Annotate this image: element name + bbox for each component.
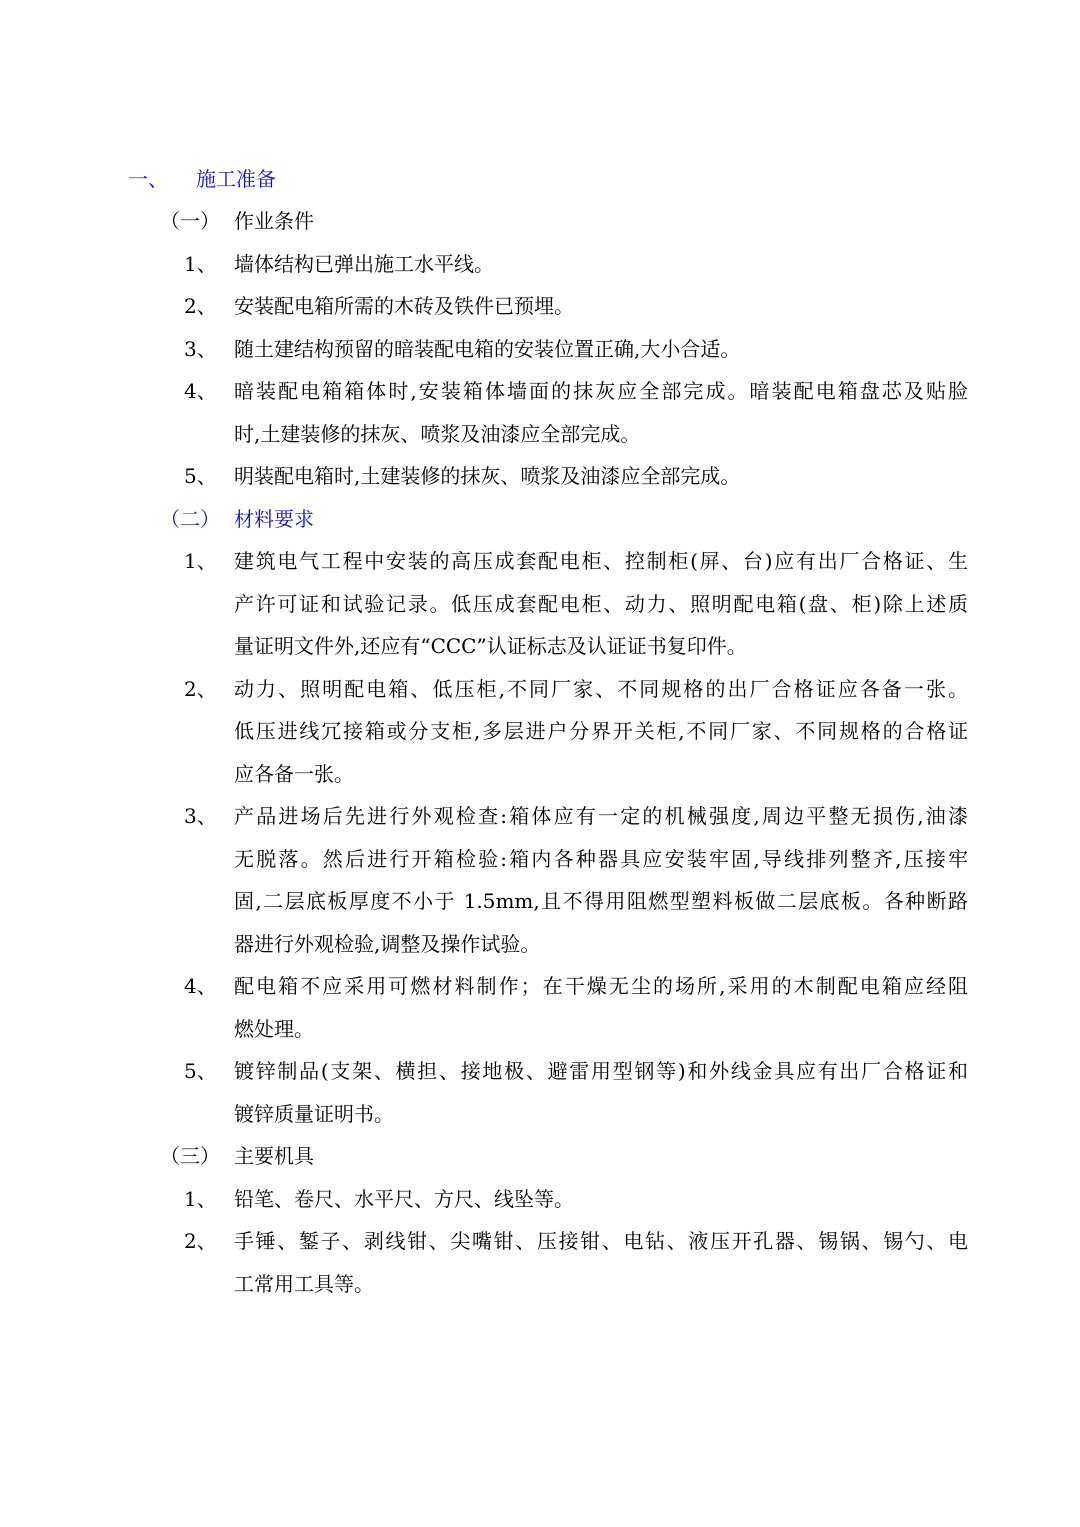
list-item-text: 动力、照明配电箱、低压柜,不同厂家、不同规格的出厂合格证应各备一张。 bbox=[234, 677, 968, 701]
subsection-title: 作业条件 bbox=[234, 209, 314, 233]
list-item-text: 镀锌制品(支架、横担、接地极、避雷用型钢等)和外线金具应有出厂合格证和 bbox=[234, 1059, 968, 1083]
list-item-text: 墙体结构已弹出施工水平线。 bbox=[234, 252, 494, 276]
list-item-text-continued: 镀锌质量证明书。 bbox=[234, 1102, 394, 1126]
list-item-text: 随土建结构预留的暗装配电箱的安装位置正确,大小合适。 bbox=[234, 337, 741, 361]
list-item-text-continued: 时,土建装修的抹灰、喷浆及油漆应全部完成。 bbox=[234, 422, 641, 446]
list-item-text: 铅笔、卷尺、水平尺、方尺、线坠等。 bbox=[234, 1187, 574, 1211]
list-item-number: 2、 bbox=[184, 1229, 217, 1253]
list-item-text-continued: 无脱落。然后进行开箱检验:箱内各种器具应安装牢固,导线排列整齐,压接牢 bbox=[234, 847, 968, 871]
list-item-text-continued: 应各备一张。 bbox=[234, 762, 354, 786]
subsection-title: 材料要求 bbox=[234, 507, 314, 531]
list-item-number: 4、 bbox=[184, 379, 217, 403]
list-item-text-continued: 低压进线冗接箱或分支柜,多层进户分界开关柜,不同厂家、不同规格的合格证 bbox=[234, 719, 968, 743]
list-item-text-continued: 产许可证和试验记录。低压成套配电柜、动力、照明配电箱(盘、柜)除上述质 bbox=[234, 592, 968, 616]
list-item-number: 2、 bbox=[184, 294, 217, 318]
list-item-number: 1、 bbox=[184, 252, 217, 276]
subsection-title: 主要机具 bbox=[234, 1144, 314, 1168]
list-item-text: 产品进场后先进行外观检查:箱体应有一定的机械强度,周边平整无损伤,油漆 bbox=[234, 804, 968, 828]
list-item-text-continued: 器进行外观检验,调整及操作试验。 bbox=[234, 932, 541, 956]
list-item-number: 5、 bbox=[184, 464, 217, 488]
list-item-text: 手锤、錾子、剥线钳、尖嘴钳、压接钳、电钻、液压开孔器、锡锅、锡勺、电 bbox=[234, 1229, 968, 1253]
list-item-text-continued: 固,二层底板厚度不小于 1.5mm,且不得用阻燃型塑料板做二层底板。各种断路 bbox=[234, 889, 968, 913]
section-title: 施工准备 bbox=[196, 167, 276, 191]
list-item-text-continued: 燃处理。 bbox=[234, 1017, 314, 1041]
list-item-text: 安装配电箱所需的木砖及铁件已预埋。 bbox=[234, 294, 574, 318]
list-item-number: 1、 bbox=[184, 549, 217, 573]
list-item-text-continued: 工常用工具等。 bbox=[234, 1272, 374, 1296]
section-number: 一、 bbox=[128, 167, 168, 191]
list-item-number: 3、 bbox=[184, 337, 217, 361]
list-item-number: 2、 bbox=[184, 677, 217, 701]
list-item-text: 配电箱不应采用可燃材料制作；在干燥无尘的场所,采用的木制配电箱应经阻 bbox=[234, 974, 968, 998]
list-item-text: 暗装配电箱箱体时,安装箱体墙面的抹灰应全部完成。暗装配电箱盘芯及贴脸 bbox=[234, 379, 968, 403]
list-item-text: 明装配电箱时,土建装修的抹灰、喷浆及油漆应全部完成。 bbox=[234, 464, 741, 488]
list-item-number: 1、 bbox=[184, 1187, 217, 1211]
list-item-number: 5、 bbox=[184, 1059, 217, 1083]
list-item-number: 3、 bbox=[184, 804, 217, 828]
subsection-number: （三） bbox=[160, 1144, 220, 1168]
list-item-text: 建筑电气工程中安装的高压成套配电柜、控制柜(屏、台)应有出厂合格证、生 bbox=[234, 549, 968, 573]
list-item-text-continued: 量证明文件外,还应有“CCC”认证标志及认证证书复印件。 bbox=[234, 634, 747, 658]
subsection-number: （一） bbox=[160, 209, 220, 233]
subsection-number: （二） bbox=[160, 507, 220, 531]
list-item-number: 4、 bbox=[184, 974, 217, 998]
